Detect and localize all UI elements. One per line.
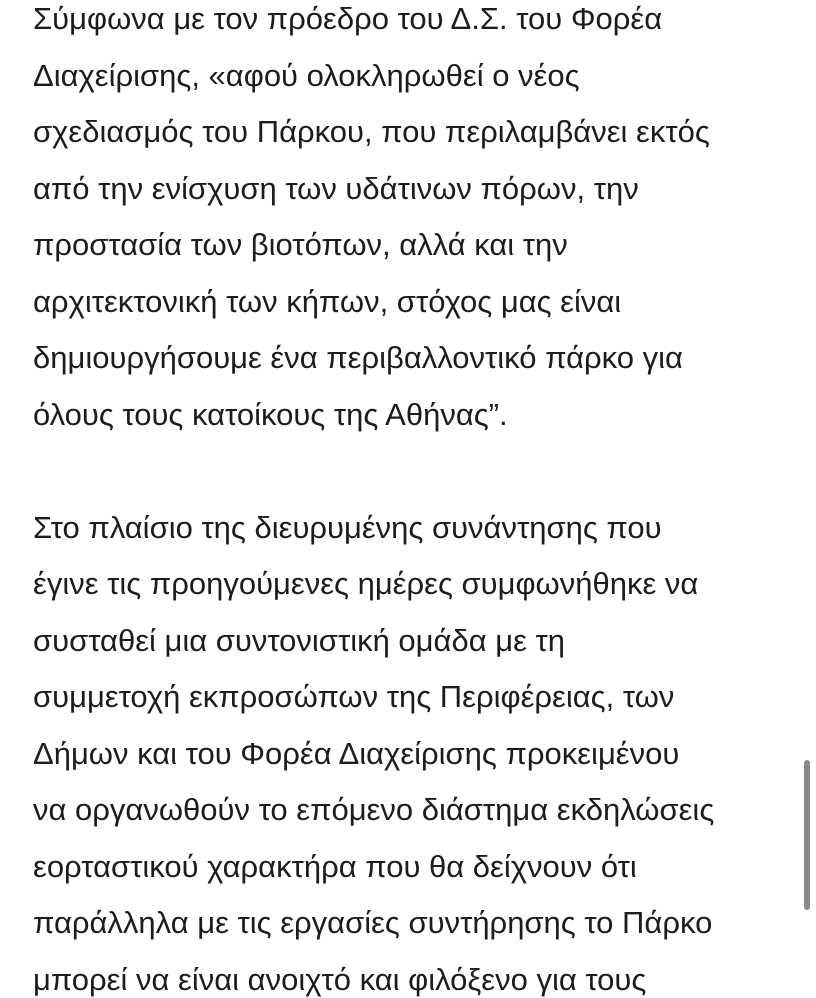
article-body	[33, 0, 793, 998]
paragraph-spacer	[33, 443, 793, 500]
text-line: Στο πλαίσιο της διευρυμένης συνάντησης που	[33, 509, 662, 545]
text-line: παράλληλα με τις εργασίες συντήρησης το Πάρκο	[33, 905, 713, 940]
text-line: έγινε τις προηγούμενες ημέρες συμφωνήθηκε να	[33, 566, 699, 601]
text-line: συμμετοχή εκπροσώπων της Περιφέρειας, των	[33, 679, 675, 714]
text-line: σχεδιασμός του Πάρκου, που περιλαμβάνει εκτός	[33, 114, 710, 149]
text-line: δημιουργήσουμε ένα περιβαλλοντικό πάρκο για	[33, 340, 683, 375]
text-line: αρχιτεκτονική των κήπων, στόχος μας είναι	[33, 283, 622, 319]
paragraph-1	[33, 0, 793, 443]
text-line: μπορεί να είναι ανοιχτό και φιλόξενο για τους	[33, 961, 647, 997]
text-line: Σύμφωνα με τον πρόεδρο του Δ.Σ. του Φορέα	[33, 1, 663, 36]
text-line: εορταστικού χαρακτήρα που θα δείχνουν ότι	[33, 848, 637, 884]
text-line: Διαχείρισης, «αφού ολοκληρωθεί ο νέος	[33, 57, 580, 93]
text-line: να οργανωθούν το επόμενο διάστημα εκδηλώσεις	[33, 792, 715, 827]
vertical-scrollbar-thumb[interactable]	[804, 760, 810, 910]
text-line: προστασία των βιοτόπων, αλλά και την	[33, 227, 568, 262]
text-line: όλους τους κατοίκους της Αθήνας”.	[33, 396, 508, 432]
text-line: από την ενίσχυση των υδάτινων πόρων, την	[33, 170, 639, 206]
text-line: συσταθεί μια συντονιστική ομάδα με τη	[33, 622, 566, 658]
paragraph-2	[33, 500, 793, 998]
text-line: Δήμων και του Φορέα Διαχείρισης προκειμένου	[33, 735, 680, 771]
